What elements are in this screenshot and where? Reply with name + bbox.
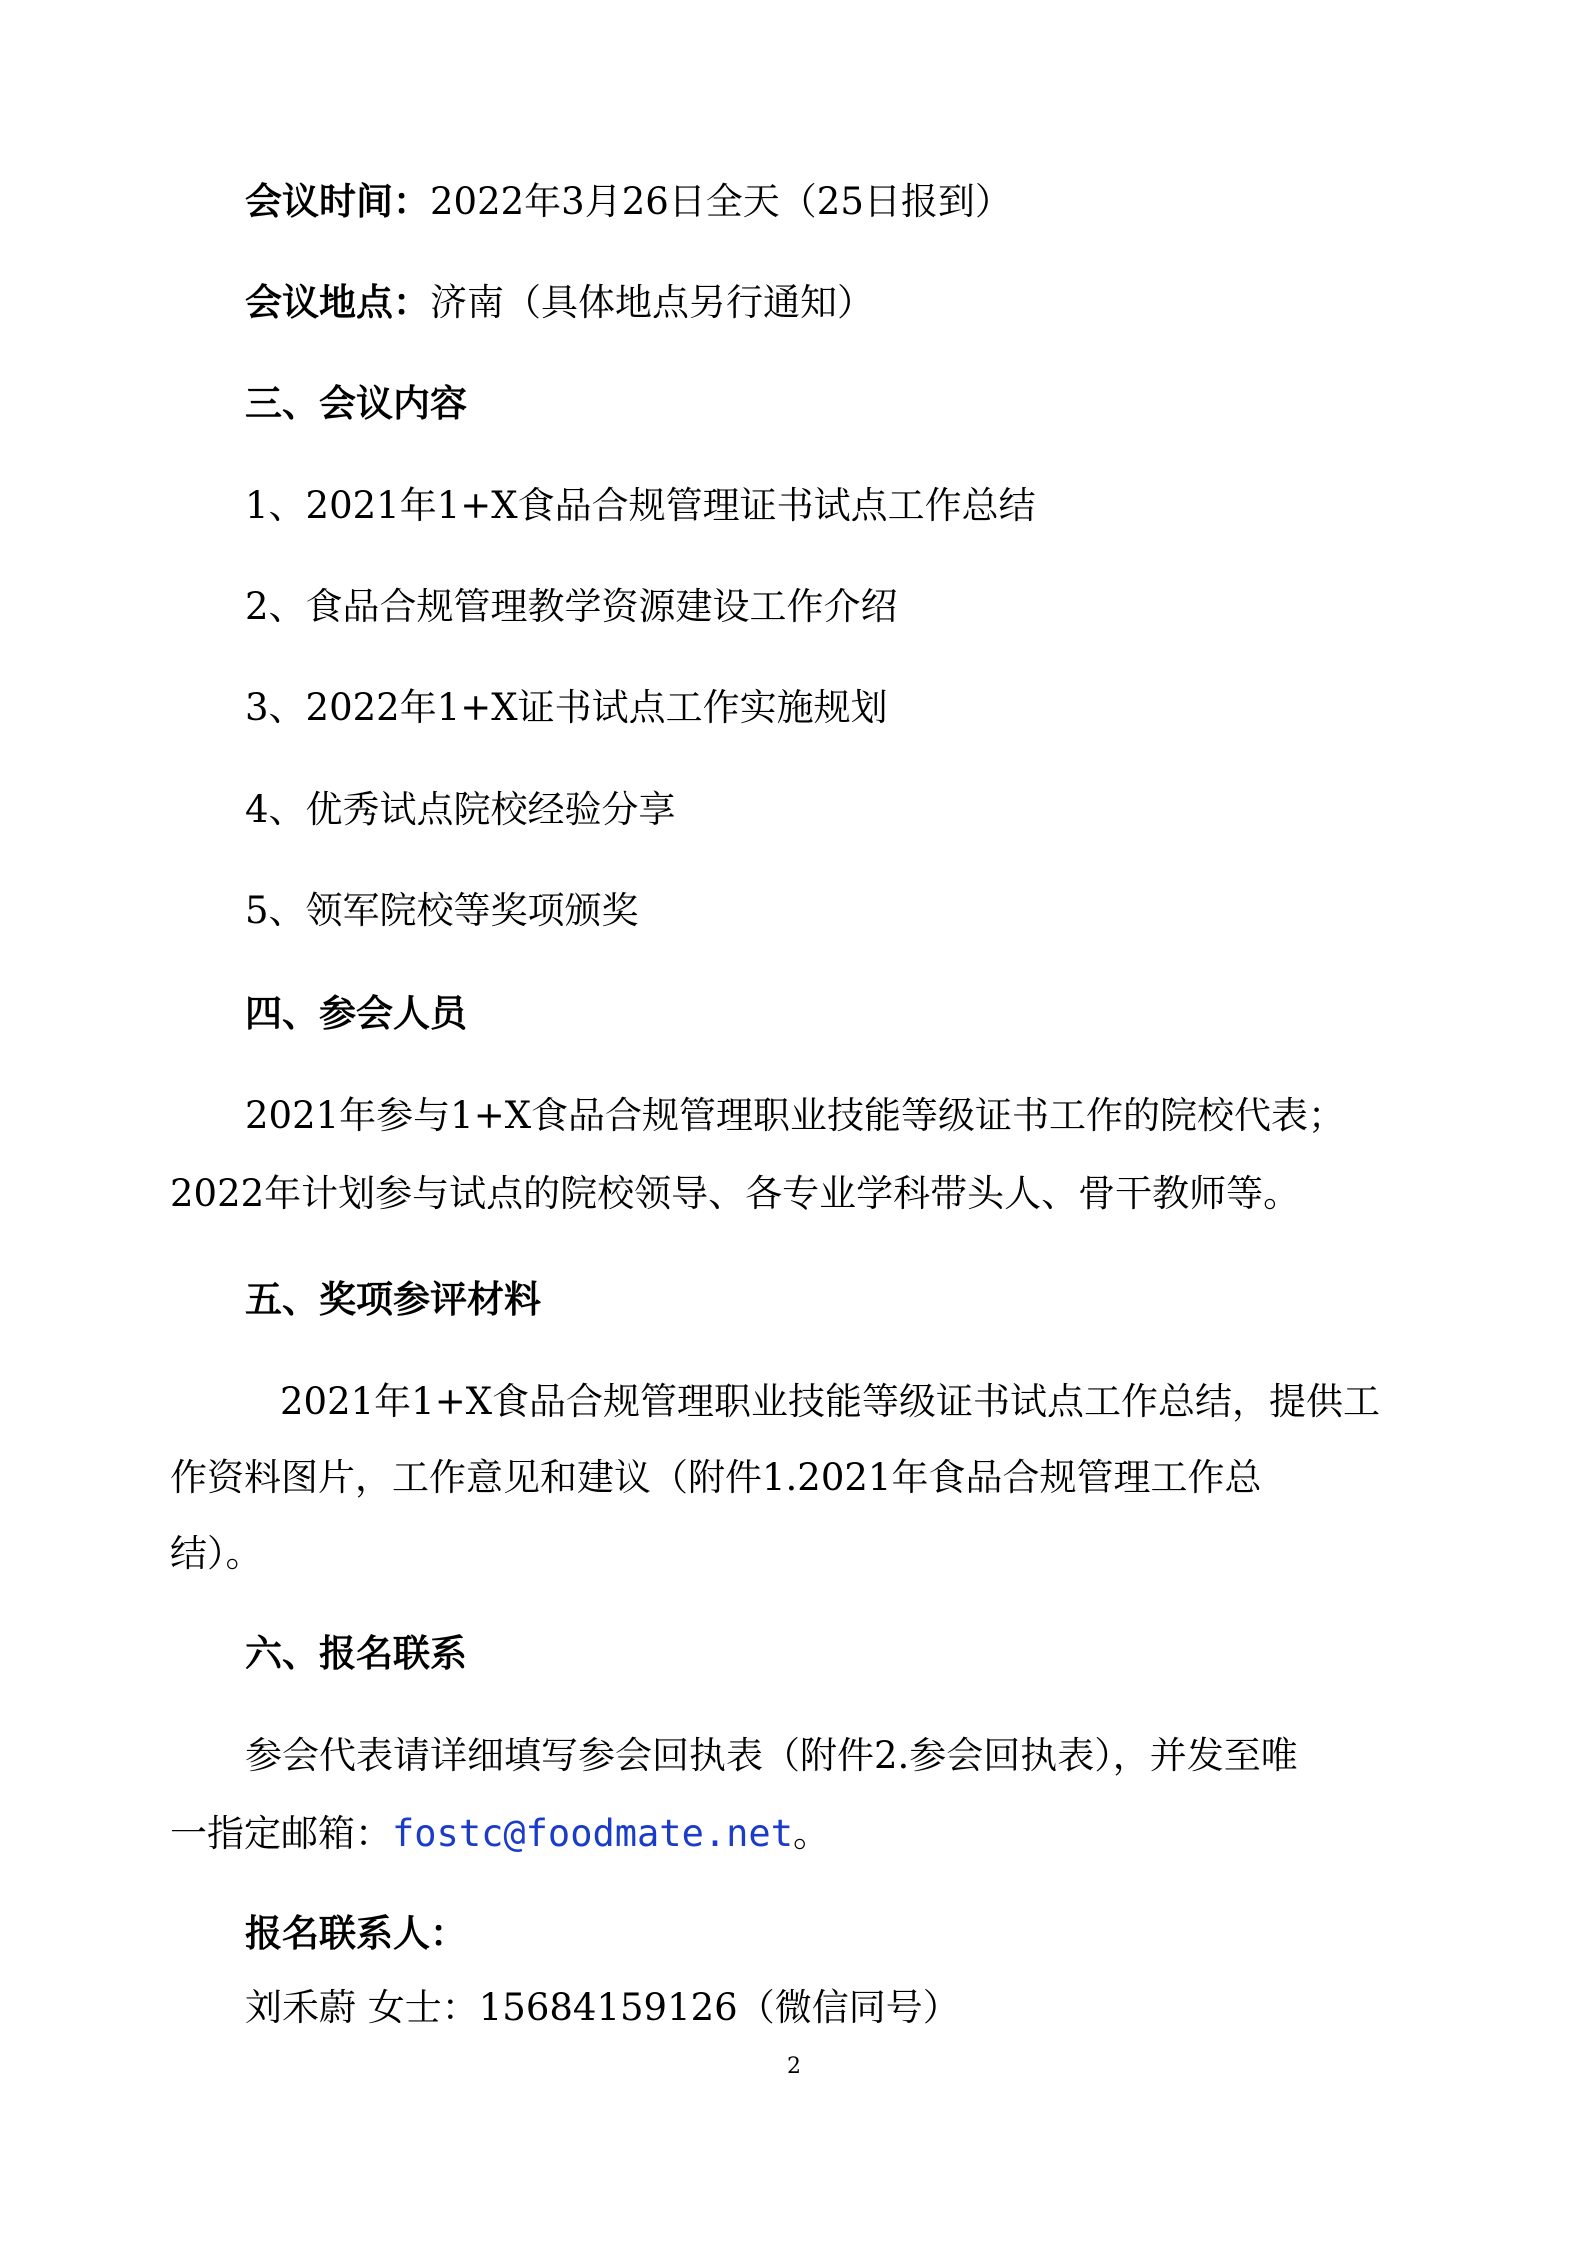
agenda-item-2: 2、食品合规管理教学资源建设工作介绍 bbox=[245, 585, 898, 628]
registration-email-suffix: 。 bbox=[792, 1812, 830, 1855]
registration-email-prefix: 一指定邮箱： bbox=[170, 1812, 392, 1855]
contact-heading: 报名联系人： bbox=[245, 1912, 467, 1955]
attendees-line-1: 2021年参与1+X食品合规管理职业技能等级证书工作的院校代表； bbox=[245, 1094, 1346, 1137]
section4-heading: 四、参会人员 bbox=[245, 992, 467, 1035]
section5-heading: 五、奖项参评材料 bbox=[245, 1278, 541, 1321]
registration-line-1: 参会代表请详细填写参会回执表（附件2.参会回执表），并发至唯 bbox=[245, 1734, 1298, 1777]
section6-heading: 六、报名联系 bbox=[245, 1632, 467, 1675]
agenda-item-5: 5、领军院校等奖项颁奖 bbox=[245, 889, 639, 932]
registration-email-link[interactable]: fostc@foodmate.net bbox=[392, 1812, 793, 1855]
materials-line-2: 作资料图片，工作意见和建议（附件1.2021年食品合规管理工作总 bbox=[170, 1456, 1262, 1499]
agenda-item-4: 4、优秀试点院校经验分享 bbox=[245, 788, 676, 831]
attendees-line-2: 2022年计划参与试点的院校领导、各专业学科带头人、骨干教师等。 bbox=[170, 1172, 1301, 1215]
contact-person: 刘禾蔚 女士：15684159126（微信同号） bbox=[245, 1986, 960, 2029]
meeting-place-line bbox=[245, 279, 874, 327]
meeting-place-value: 济南（具体地点另行通知） bbox=[430, 281, 874, 324]
materials-line-1: 2021年1+X食品合规管理职业技能等级证书试点工作总结，提供工 bbox=[280, 1380, 1381, 1423]
section3-heading: 三、会议内容 bbox=[245, 382, 467, 425]
agenda-item-3: 3、2022年1+X证书试点工作实施规划 bbox=[245, 686, 888, 729]
meeting-time-label: 会议时间： bbox=[245, 180, 430, 223]
agenda-item-1: 1、2021年1+X食品合规管理证书试点工作总结 bbox=[245, 484, 1036, 527]
meeting-time-line bbox=[245, 178, 1012, 226]
meeting-place-label: 会议地点： bbox=[245, 281, 430, 324]
page-number: 2 bbox=[787, 2054, 801, 2079]
materials-line-3: 结）。 bbox=[170, 1532, 263, 1575]
meeting-time-value: 2022年3月26日全天（25日报到） bbox=[430, 180, 1012, 223]
registration-line-2 bbox=[170, 1810, 830, 1858]
